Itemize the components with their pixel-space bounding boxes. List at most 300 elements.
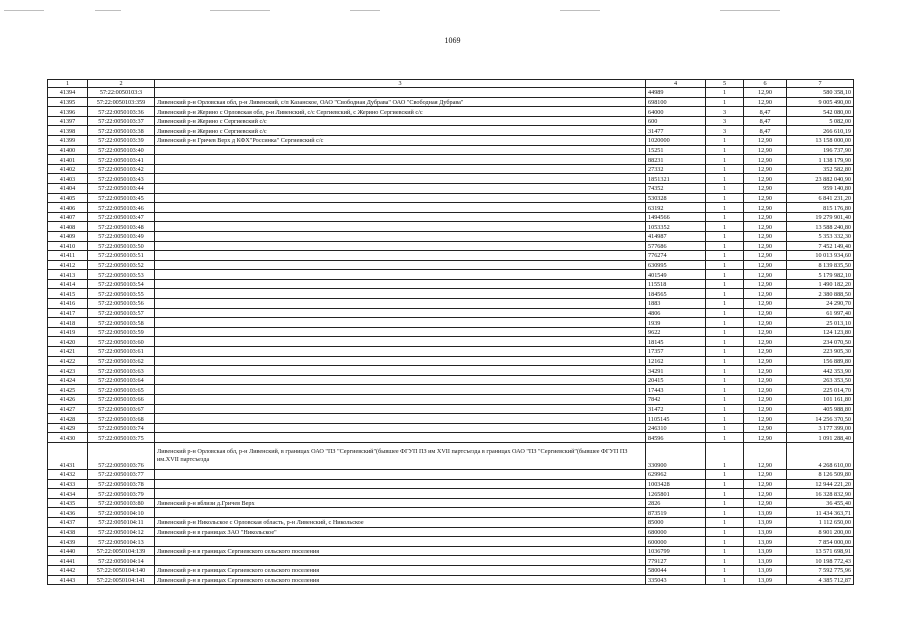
table-row xyxy=(48,498,854,508)
row-number-cell: 41398 xyxy=(48,126,88,136)
table-row xyxy=(48,318,854,328)
table-row xyxy=(48,366,854,376)
rate-cell: 12,90 xyxy=(744,289,787,299)
address-cell xyxy=(155,212,646,222)
area-cell: 1265801 xyxy=(646,489,706,499)
column-header: 2 xyxy=(88,80,155,88)
table-row xyxy=(48,508,854,518)
table-row xyxy=(48,174,854,184)
area-cell: 580044 xyxy=(646,565,706,575)
rate-cell: 12,90 xyxy=(744,203,787,213)
rate-cell: 13,09 xyxy=(744,537,787,547)
area-cell: 31477 xyxy=(646,126,706,136)
table-row xyxy=(48,356,854,366)
area-cell: 577686 xyxy=(646,241,706,251)
cadastral-number-cell: 57:22:0050103:64 xyxy=(88,375,155,385)
table-row xyxy=(48,537,854,547)
row-number-cell: 41407 xyxy=(48,212,88,222)
address-cell xyxy=(155,433,646,443)
cadastral-number-cell: 57:22:0050104:14 xyxy=(88,556,155,566)
table-row xyxy=(48,193,854,203)
table-row xyxy=(48,289,854,299)
rate-cell: 12,90 xyxy=(744,498,787,508)
value-cell: 1 091 288,40 xyxy=(787,433,854,443)
cadastral-number-cell: 57:22:0050104:12 xyxy=(88,527,155,537)
group-cell: 1 xyxy=(706,222,744,232)
row-number-cell: 41438 xyxy=(48,527,88,537)
rate-cell: 13,09 xyxy=(744,517,787,527)
column-header: 7 xyxy=(787,80,854,88)
area-cell: 18145 xyxy=(646,337,706,347)
column-header: 4 xyxy=(646,80,706,88)
rate-cell: 12,90 xyxy=(744,423,787,433)
rate-cell: 12,90 xyxy=(744,299,787,309)
cadastral-number-cell: 57:22:0050103:60 xyxy=(88,337,155,347)
area-cell: 629962 xyxy=(646,469,706,479)
value-cell: 16 328 832,90 xyxy=(787,489,854,499)
table-row xyxy=(48,575,854,585)
value-cell: 7 592 775,96 xyxy=(787,565,854,575)
address-cell xyxy=(155,145,646,155)
value-cell: 3 177 399,00 xyxy=(787,423,854,433)
rate-cell: 12,90 xyxy=(744,212,787,222)
row-number-cell: 41416 xyxy=(48,299,88,309)
area-cell: 115518 xyxy=(646,279,706,289)
table-row xyxy=(48,385,854,395)
rate-cell: 12,90 xyxy=(744,155,787,165)
area-cell: 63192 xyxy=(646,203,706,213)
value-cell: 5 082,00 xyxy=(787,116,854,126)
rate-cell: 12,90 xyxy=(744,308,787,318)
row-number-cell: 41434 xyxy=(48,489,88,499)
area-cell: 85000 xyxy=(646,517,706,527)
value-cell: 13 571 698,91 xyxy=(787,546,854,556)
address-cell xyxy=(155,270,646,280)
value-cell: 1 112 650,00 xyxy=(787,517,854,527)
group-cell: 1 xyxy=(706,517,744,527)
group-cell: 1 xyxy=(706,375,744,385)
group-cell: 1 xyxy=(706,231,744,241)
cadastral-number-cell: 57:22:0050103:57 xyxy=(88,308,155,318)
area-cell: 1003428 xyxy=(646,479,706,489)
rate-cell: 12,90 xyxy=(744,479,787,489)
address-cell xyxy=(155,318,646,328)
value-cell: 225 014,70 xyxy=(787,385,854,395)
value-cell: 11 434 363,71 xyxy=(787,508,854,518)
value-cell: 156 889,80 xyxy=(787,356,854,366)
table-row xyxy=(48,231,854,241)
row-number-cell: 41400 xyxy=(48,145,88,155)
group-cell: 1 xyxy=(706,279,744,289)
cadastral-table xyxy=(47,79,854,585)
row-number-cell: 41414 xyxy=(48,279,88,289)
row-number-cell: 41394 xyxy=(48,88,88,98)
rate-cell: 13,09 xyxy=(744,527,787,537)
row-number-cell: 41443 xyxy=(48,575,88,585)
rate-cell: 12,90 xyxy=(744,241,787,251)
area-cell: 17443 xyxy=(646,385,706,395)
table-row xyxy=(48,183,854,193)
rate-cell: 13,09 xyxy=(744,556,787,566)
rate-cell: 12,90 xyxy=(744,385,787,395)
row-number-cell: 41415 xyxy=(48,289,88,299)
address-cell xyxy=(155,299,646,309)
cadastral-number-cell: 57:22:0050103:49 xyxy=(88,231,155,241)
cadastral-number-cell: 57:22:0050103:36 xyxy=(88,107,155,117)
table-row xyxy=(48,299,854,309)
group-cell: 1 xyxy=(706,155,744,165)
area-cell: 17357 xyxy=(646,347,706,357)
address-cell: Ливенский р-н в границах Сергиевского сельского поселения xyxy=(155,546,646,556)
table-row xyxy=(48,270,854,280)
column-header: 3 xyxy=(155,80,646,88)
table-row xyxy=(48,260,854,270)
rate-cell: 12,90 xyxy=(744,164,787,174)
row-number-cell: 41420 xyxy=(48,337,88,347)
cadastral-number-cell: 57:22:0050103:45 xyxy=(88,193,155,203)
area-cell: 1053352 xyxy=(646,222,706,232)
value-cell: 101 161,80 xyxy=(787,395,854,405)
page-number: 1069 xyxy=(444,36,461,45)
table-row xyxy=(48,469,854,479)
area-cell: 1494566 xyxy=(646,212,706,222)
row-number-cell: 41435 xyxy=(48,498,88,508)
address-cell xyxy=(155,366,646,376)
cadastral-number-cell: 57:22:0050103:37 xyxy=(88,116,155,126)
group-cell: 1 xyxy=(706,366,744,376)
table-row xyxy=(48,337,854,347)
group-cell: 1 xyxy=(706,546,744,556)
area-cell: 698100 xyxy=(646,97,706,107)
group-cell: 1 xyxy=(706,212,744,222)
value-cell: 8 126 509,80 xyxy=(787,469,854,479)
address-cell: Ливенский р-н Никольское с Орловская область, р-н Ливенский, с Никольское xyxy=(155,517,646,527)
row-number-cell: 41397 xyxy=(48,116,88,126)
table-row xyxy=(48,203,854,213)
value-cell: 36 455,40 xyxy=(787,498,854,508)
area-cell: 600000 xyxy=(646,537,706,547)
rate-cell: 12,90 xyxy=(744,193,787,203)
rate-cell: 12,90 xyxy=(744,270,787,280)
area-cell: 401549 xyxy=(646,270,706,280)
value-cell: 14 256 370,50 xyxy=(787,414,854,424)
value-cell: 10 013 934,60 xyxy=(787,251,854,261)
scan-noise-line xyxy=(720,10,780,11)
rate-cell: 13,09 xyxy=(744,546,787,556)
area-cell: 330900 xyxy=(646,442,706,469)
group-cell: 1 xyxy=(706,88,744,98)
group-cell: 1 xyxy=(706,527,744,537)
area-cell: 64000 xyxy=(646,107,706,117)
table-row xyxy=(48,327,854,337)
cadastral-number-cell: 57:22:0050103:62 xyxy=(88,356,155,366)
value-cell: 25 013,10 xyxy=(787,318,854,328)
group-cell: 1 xyxy=(706,289,744,299)
row-number-cell: 41409 xyxy=(48,231,88,241)
value-cell: 1 490 182,20 xyxy=(787,279,854,289)
rate-cell: 13,09 xyxy=(744,575,787,585)
cadastral-number-cell: 57:22:0050103:54 xyxy=(88,279,155,289)
rate-cell: 12,90 xyxy=(744,414,787,424)
group-cell: 1 xyxy=(706,251,744,261)
cadastral-number-cell: 57:22:0050103:63 xyxy=(88,366,155,376)
area-cell: 1851321 xyxy=(646,174,706,184)
group-cell: 1 xyxy=(706,575,744,585)
cadastral-number-cell: 57:22:0050103:59 xyxy=(88,327,155,337)
group-cell: 1 xyxy=(706,299,744,309)
rate-cell: 12,90 xyxy=(744,347,787,357)
area-cell: 246310 xyxy=(646,423,706,433)
cadastral-number-cell: 57:22:0050103:53 xyxy=(88,270,155,280)
group-cell: 1 xyxy=(706,270,744,280)
row-number-cell: 41402 xyxy=(48,164,88,174)
cadastral-number-cell: 57:22:0050103:39 xyxy=(88,135,155,145)
row-number-cell: 41440 xyxy=(48,546,88,556)
address-cell xyxy=(155,469,646,479)
table-row xyxy=(48,241,854,251)
table-row xyxy=(48,251,854,261)
value-cell: 9 005 490,00 xyxy=(787,97,854,107)
value-cell: 266 610,19 xyxy=(787,126,854,136)
value-cell: 8 139 835,50 xyxy=(787,260,854,270)
address-cell xyxy=(155,231,646,241)
cadastral-number-cell: 57:22:0050103:38 xyxy=(88,126,155,136)
rate-cell: 12,90 xyxy=(744,279,787,289)
row-number-cell: 41413 xyxy=(48,270,88,280)
value-cell: 352 582,80 xyxy=(787,164,854,174)
table-row xyxy=(48,279,854,289)
group-cell: 1 xyxy=(706,145,744,155)
cadastral-number-cell: 57:22:0050104:141 xyxy=(88,575,155,585)
group-cell: 1 xyxy=(706,241,744,251)
address-cell xyxy=(155,251,646,261)
row-number-cell: 41410 xyxy=(48,241,88,251)
address-cell xyxy=(155,556,646,566)
row-number-cell: 41418 xyxy=(48,318,88,328)
group-cell: 1 xyxy=(706,164,744,174)
row-number-cell: 41433 xyxy=(48,479,88,489)
table-row xyxy=(48,423,854,433)
address-cell: Ливенский р-н в границах Сергиевского сельского поселения xyxy=(155,565,646,575)
group-cell: 1 xyxy=(706,508,744,518)
group-cell: 1 xyxy=(706,385,744,395)
rate-cell: 12,90 xyxy=(744,222,787,232)
cadastral-number-cell: 57:22:0050103:55 xyxy=(88,289,155,299)
table-row xyxy=(48,527,854,537)
row-number-cell: 41396 xyxy=(48,107,88,117)
row-number-cell: 41423 xyxy=(48,366,88,376)
address-cell: Ливенский р-н Жерино с Сергиевский с/с xyxy=(155,126,646,136)
table-row xyxy=(48,479,854,489)
address-cell xyxy=(155,308,646,318)
value-cell: 1 138 179,90 xyxy=(787,155,854,165)
rate-cell: 12,90 xyxy=(744,260,787,270)
table-row xyxy=(48,308,854,318)
cadastral-number-cell: 57:22:0050103:58 xyxy=(88,318,155,328)
group-cell: 1 xyxy=(706,414,744,424)
address-cell xyxy=(155,327,646,337)
table-row xyxy=(48,126,854,136)
cadastral-number-cell: 57:22:0050103:52 xyxy=(88,260,155,270)
table-body xyxy=(48,88,854,585)
group-cell: 3 xyxy=(706,107,744,117)
table-row xyxy=(48,414,854,424)
area-cell: 9622 xyxy=(646,327,706,337)
row-number-cell: 41436 xyxy=(48,508,88,518)
row-number-cell: 41405 xyxy=(48,193,88,203)
group-cell: 1 xyxy=(706,556,744,566)
group-cell: 1 xyxy=(706,433,744,443)
area-cell: 7842 xyxy=(646,395,706,405)
group-cell: 1 xyxy=(706,174,744,184)
row-number-cell: 41406 xyxy=(48,203,88,213)
value-cell: 19 279 901,40 xyxy=(787,212,854,222)
scan-noise-line xyxy=(210,10,270,11)
value-cell: 542 080,00 xyxy=(787,107,854,117)
rate-cell: 8,47 xyxy=(744,116,787,126)
address-cell: Ливенский р-н Орловская обл, р-н Ливенский, в границах ОАО "ПЗ "Сергиевский"(бывшее ФГУП ПЗ им XVII партсъезда в границах ОАО "ПЗ "Сергиевский"(бывшее ФГУП ПЗ им.XVII партсъезда xyxy=(155,442,646,469)
rate-cell: 13,09 xyxy=(744,508,787,518)
address-cell xyxy=(155,347,646,357)
value-cell: 815 176,80 xyxy=(787,203,854,213)
row-number-cell: 41432 xyxy=(48,469,88,479)
group-cell: 1 xyxy=(706,565,744,575)
value-cell: 6 841 231,20 xyxy=(787,193,854,203)
rate-cell: 12,90 xyxy=(744,88,787,98)
cadastral-number-cell: 57:22:0050103:76 xyxy=(88,442,155,469)
address-cell xyxy=(155,356,646,366)
area-cell: 873519 xyxy=(646,508,706,518)
rate-cell: 12,90 xyxy=(744,395,787,405)
address-cell xyxy=(155,375,646,385)
address-cell: Ливенский р-н вблизи д.Гричев Верх xyxy=(155,498,646,508)
rate-cell: 8,47 xyxy=(744,107,787,117)
value-cell: 4 385 712,87 xyxy=(787,575,854,585)
area-cell: 12162 xyxy=(646,356,706,366)
table-row xyxy=(48,556,854,566)
scan-noise-line xyxy=(350,10,380,11)
value-cell: 61 997,40 xyxy=(787,308,854,318)
row-number-cell: 41421 xyxy=(48,347,88,357)
address-cell xyxy=(155,337,646,347)
row-number-cell: 41395 xyxy=(48,97,88,107)
group-cell: 1 xyxy=(706,423,744,433)
table-row xyxy=(48,433,854,443)
value-cell: 442 353,90 xyxy=(787,366,854,376)
address-cell xyxy=(155,193,646,203)
address-cell xyxy=(155,489,646,499)
area-cell: 27332 xyxy=(646,164,706,174)
area-cell: 630995 xyxy=(646,260,706,270)
address-cell xyxy=(155,537,646,547)
area-cell: 680000 xyxy=(646,527,706,537)
area-cell: 15251 xyxy=(646,145,706,155)
value-cell: 7 452 149,40 xyxy=(787,241,854,251)
table-row xyxy=(48,404,854,414)
group-cell: 1 xyxy=(706,135,744,145)
group-cell: 1 xyxy=(706,347,744,357)
rate-cell: 12,90 xyxy=(744,489,787,499)
table-row xyxy=(48,212,854,222)
cadastral-number-cell: 57:22:0050104:10 xyxy=(88,508,155,518)
table-row xyxy=(48,164,854,174)
row-number-cell: 41401 xyxy=(48,155,88,165)
table-header-row xyxy=(48,80,854,88)
cadastral-number-cell: 57:22:0050104:139 xyxy=(88,546,155,556)
group-cell: 1 xyxy=(706,469,744,479)
row-number-cell: 41431 xyxy=(48,442,88,469)
cadastral-number-cell: 57:22:0050103:66 xyxy=(88,395,155,405)
row-number-cell: 41417 xyxy=(48,308,88,318)
rate-cell: 12,90 xyxy=(744,469,787,479)
cadastral-number-cell: 57:22:0050103:3 xyxy=(88,88,155,98)
table-row xyxy=(48,442,854,469)
area-cell: 530328 xyxy=(646,193,706,203)
area-cell: 335043 xyxy=(646,575,706,585)
cadastral-number-cell: 57:22:0050103:77 xyxy=(88,469,155,479)
group-cell: 1 xyxy=(706,479,744,489)
row-number-cell: 41424 xyxy=(48,375,88,385)
rate-cell: 12,90 xyxy=(744,433,787,443)
cadastral-number-cell: 57:22:0050103:56 xyxy=(88,299,155,309)
row-number-cell: 41428 xyxy=(48,414,88,424)
row-number-cell: 41426 xyxy=(48,395,88,405)
cadastral-number-cell: 57:22:0050103:80 xyxy=(88,498,155,508)
row-number-cell: 41430 xyxy=(48,433,88,443)
row-number-cell: 41419 xyxy=(48,327,88,337)
cadastral-number-cell: 57:22:0050104:13 xyxy=(88,537,155,547)
rate-cell: 12,90 xyxy=(744,174,787,184)
cadastral-number-cell: 57:22:0050103:75 xyxy=(88,433,155,443)
value-cell: 580 358,10 xyxy=(787,88,854,98)
group-cell: 1 xyxy=(706,489,744,499)
row-number-cell: 41412 xyxy=(48,260,88,270)
group-cell: 1 xyxy=(706,97,744,107)
value-cell: 12 944 221,20 xyxy=(787,479,854,489)
cadastral-number-cell: 57:22:0050103:48 xyxy=(88,222,155,232)
cadastral-number-cell: 57:22:0050103:74 xyxy=(88,423,155,433)
rate-cell: 12,90 xyxy=(744,404,787,414)
address-cell: Ливенский р-н Жерино с Сергиевский с/с xyxy=(155,116,646,126)
column-header: 1 xyxy=(48,80,88,88)
row-number-cell: 41425 xyxy=(48,385,88,395)
value-cell: 8 901 200,00 xyxy=(787,527,854,537)
cadastral-number-cell: 57:22:0050103:51 xyxy=(88,251,155,261)
value-cell: 263 353,50 xyxy=(787,375,854,385)
area-cell: 1883 xyxy=(646,299,706,309)
address-cell xyxy=(155,260,646,270)
value-cell: 223 905,30 xyxy=(787,347,854,357)
table-row xyxy=(48,222,854,232)
row-number-cell: 41429 xyxy=(48,423,88,433)
address-cell: Ливенский р-н в границах ЗАО "Никольское" xyxy=(155,527,646,537)
value-cell: 405 988,80 xyxy=(787,404,854,414)
row-number-cell: 41439 xyxy=(48,537,88,547)
cadastral-number-cell: 57:22:0050103:40 xyxy=(88,145,155,155)
value-cell: 2 380 888,50 xyxy=(787,289,854,299)
value-cell: 5 353 332,30 xyxy=(787,231,854,241)
rate-cell: 13,09 xyxy=(744,565,787,575)
address-cell xyxy=(155,164,646,174)
area-cell: 184565 xyxy=(646,289,706,299)
group-cell: 1 xyxy=(706,193,744,203)
value-cell: 24 290,70 xyxy=(787,299,854,309)
address-cell xyxy=(155,155,646,165)
area-cell: 74352 xyxy=(646,183,706,193)
table-row xyxy=(48,565,854,575)
address-cell: Ливенский р-н в границах Сергиевского сельского поселения xyxy=(155,575,646,585)
cadastral-number-cell: 57:22:0050103:44 xyxy=(88,183,155,193)
